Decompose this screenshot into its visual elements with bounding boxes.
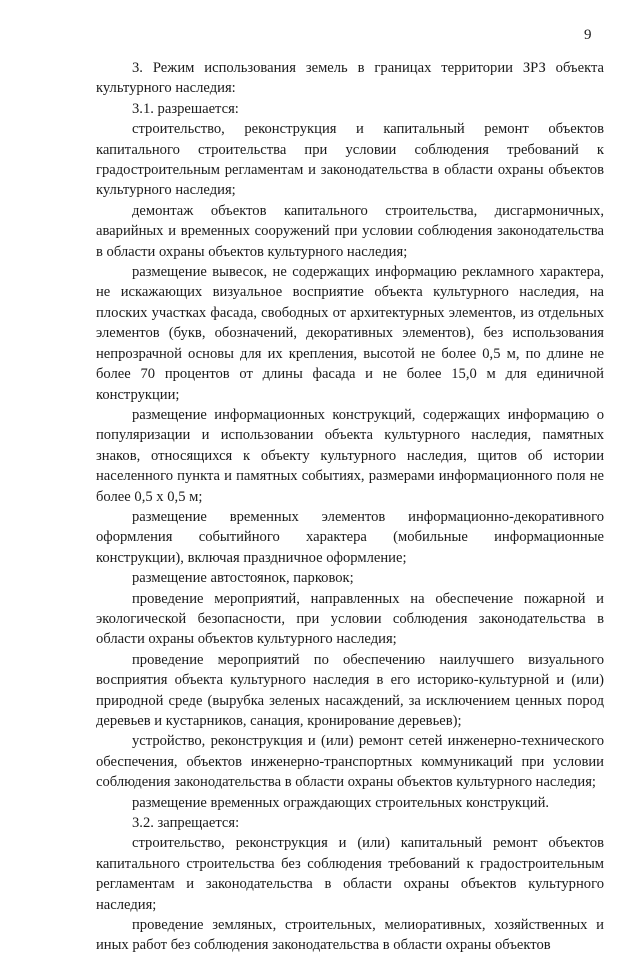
paragraph: проведение мероприятий по обеспечению наилучшего визуального восприятия объекта культурного наследия в его историко-культурной и (или) природной среде (вырубка зеленых насаждений, за исключением ценных пород деревьев и кустарников, санация, кронирование деревьев); (96, 651, 604, 729)
paragraph: размещение автостоянок, парковок; (132, 570, 354, 587)
paragraph: строительство, реконструкция и капитальный ремонт объектов капитального строительства при условии соблюдения требований к градостроительным регламентам и законодательства в области охраны объектов культурного наследия; (96, 121, 604, 199)
paragraph-subsection-3-1-heading: 3.1. разрешается: (132, 100, 239, 117)
paragraph: строительство, реконструкция и (или) капитальный ремонт объектов капитального строительства без соблюдения требований к градостроительным регламентам и законодательства в области охраны объектов культурного наследия; (96, 835, 604, 913)
paragraph: демонтаж объектов капитального строительства, дисгармоничных, аварийных и временных сооружений при условии соблюдения законодательства в области охраны объектов культурного наследия; (96, 202, 604, 260)
paragraph: проведение мероприятий, направленных на обеспечение пожарной и экологической безопасности, при условии соблюдения законодательства в области охраны объектов культурного наследия; (96, 590, 604, 648)
paragraph: проведение земляных, строительных, мелиоративных, хозяйственных и иных работ без соблюдения законодательства в области охраны объектов (96, 917, 604, 954)
document-body (96, 58, 604, 956)
paragraph: размещение вывесок, не содержащих информацию рекламного характера, не искажающих визуальное восприятие объекта культурного наследия, на плоских участках фасада, свободных от архитектурных элементов, из отдельных элементов (букв, обозначений, декоративных элементов), без использования непрозрачной основы для их крепления, высотой не более 0,5 м, по длине не более 70 процентов от длины фасада и не более 15,0 м для единичной конструкции; (96, 264, 604, 403)
paragraph-subsection-3-2-heading: 3.2. запрещается: (132, 815, 240, 832)
paragraph: размещение временных элементов информационно-декоративного оформления событийного характера (мобильные информационные конструкции), включая праздничное оформление; (96, 508, 604, 566)
paragraph: размещение временных ограждающих строительных конструкций. (132, 794, 550, 811)
page-number: 9 (584, 27, 592, 43)
paragraph: размещение информационных конструкций, содержащих информацию о популяризации и использовании объекта культурного наследия, памятных знаков, относящихся к объекту культурного наследия, щитов об истории населенного пункта и памятных событиях, размерами информационного поля не более 0,5 х 0,5 м; (96, 406, 604, 505)
paragraph-section-3-heading: 3. Режим использования земель в границах территории ЗРЗ объекта культурного наследия: (96, 60, 604, 97)
paragraph: устройство, реконструкция и (или) ремонт сетей инженерно-технического обеспечения, объектов инженерно-транспортных коммуникаций при условии соблюдения законодательства в области охраны объектов культурного наследия; (96, 733, 604, 791)
